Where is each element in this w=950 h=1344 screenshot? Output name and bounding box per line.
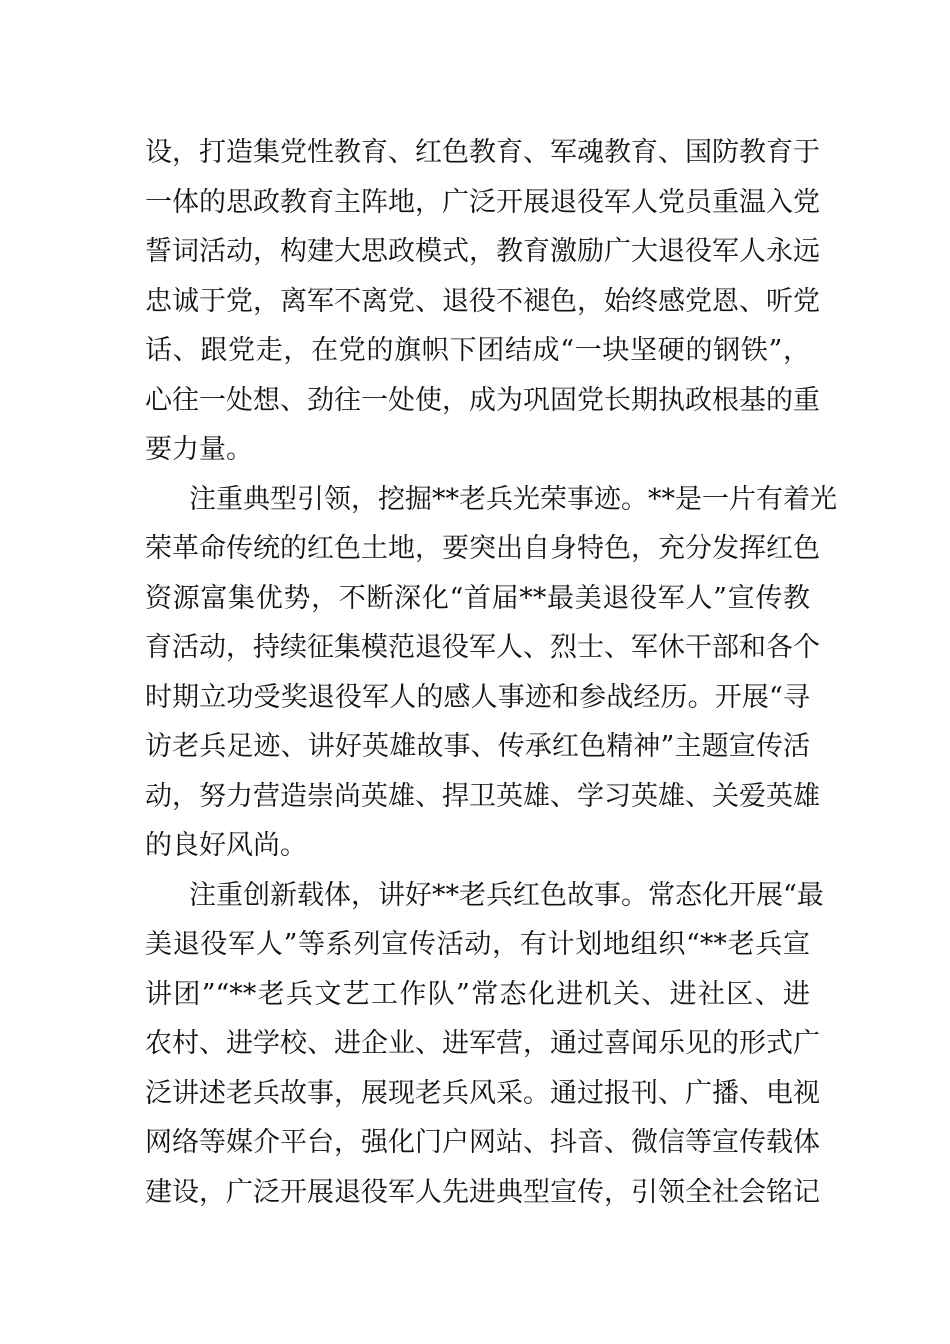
paragraph-1-line-7: 要力量。 bbox=[145, 434, 253, 465]
paragraph-2-line-8: 的良好风尚。 bbox=[145, 830, 307, 861]
paragraph-2-line-3: 资源富集优势，不断深化“首届**最美退役军人”宣传教 bbox=[145, 582, 810, 614]
paragraph-2-line-5: 时期立功受奖退役军人的感人事迹和参战经历。开展“寻 bbox=[145, 681, 810, 713]
paragraph-1-line-1: 设，打造集党性教育、红色教育、军魂教育、国防教育于 bbox=[145, 137, 820, 168]
paragraph-3-line-1: 注重创新载体，讲好**老兵红色故事。常态化开展“最 bbox=[189, 879, 824, 911]
paragraph-1-line-6: 心往一处想、劲往一处使，成为巩固党长期执政根基的重 bbox=[145, 384, 820, 416]
paragraph-3-line-4: 农村、进学校、进企业、进军营，通过喜闻乐见的形式广 bbox=[145, 1028, 820, 1059]
paragraph-3-line-5: 泛讲述老兵故事，展现老兵风采。通过报刊、广播、电视 bbox=[145, 1077, 820, 1109]
paragraph-2-line-7: 动，努力营造崇尚英雄、捍卫英雄、学习英雄、关爱英雄 bbox=[145, 780, 820, 812]
paragraph-2-line-1: 注重典型引领，挖掘**老兵光荣事迹。**是一片有着光 bbox=[189, 483, 837, 515]
paragraph-1-line-4: 忠诚于党，离军不离党、退役不褪色，始终感党恩、听党 bbox=[145, 285, 820, 317]
paragraph-3-line-6: 网络等媒介平台，强化门户网站、抖音、微信等宣传载体 bbox=[145, 1127, 820, 1158]
body-text bbox=[145, 128, 837, 1217]
paragraph-1-line-3: 誓词活动，构建大思政模式，教育激励广大退役军人永远 bbox=[145, 236, 820, 267]
paragraph-2-line-4: 育活动，持续征集模范退役军人、烈士、军休干部和各个 bbox=[145, 632, 820, 663]
paragraph-3-line-3: 讲团”“**老兵文艺工作队”常态化进机关、进社区、进 bbox=[145, 978, 810, 1010]
paragraph-2-line-2: 荣革命传统的红色土地，要突出自身特色，充分发挥红色 bbox=[145, 533, 820, 564]
paragraph-1-line-5: 话、跟党走，在党的旗帜下团结成“一块坚硬的钢铁”， bbox=[145, 335, 810, 366]
paragraph-3-line-7: 建设，广泛开展退役军人先进典型宣传，引领全社会铭记 bbox=[145, 1176, 820, 1208]
paragraph-3-line-2: 美退役军人”等系列宣传活动，有计划地组织“**老兵宣 bbox=[145, 929, 810, 960]
paragraph-1-line-2: 一体的思政教育主阵地，广泛开展退役军人党员重温入党 bbox=[145, 186, 820, 218]
paragraph-2-line-6: 访老兵足迹、讲好英雄故事、传承红色精神”主题宣传活 bbox=[145, 731, 810, 762]
